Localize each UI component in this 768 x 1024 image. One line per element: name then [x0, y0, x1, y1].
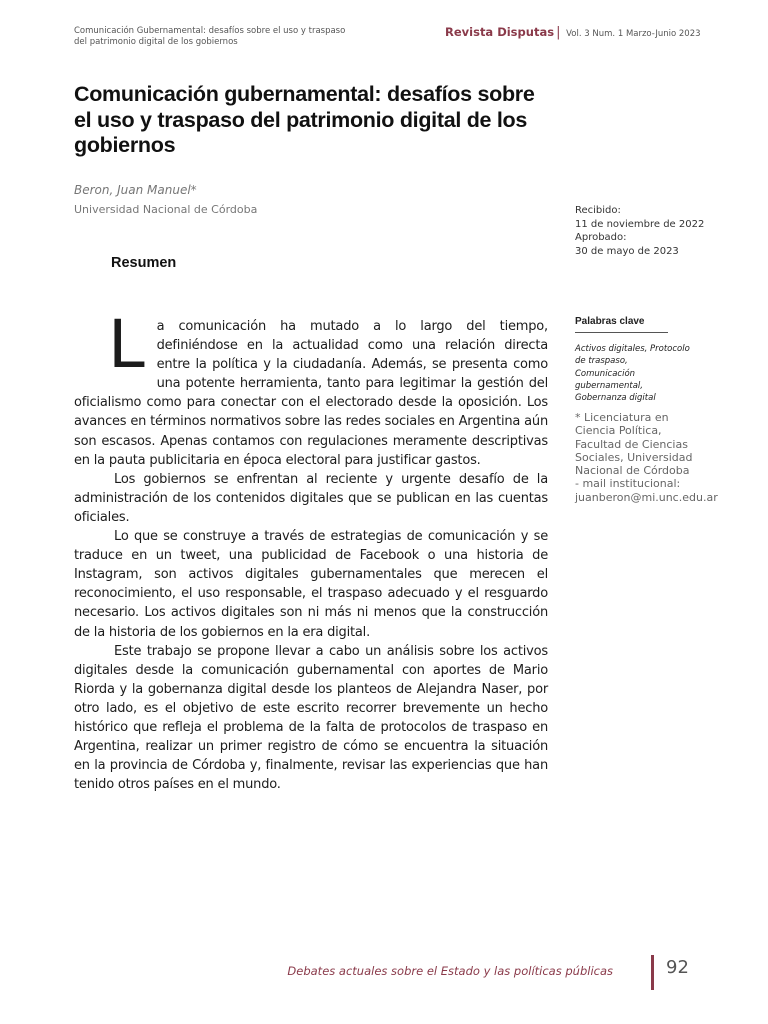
received-label: Recibido:	[575, 205, 621, 216]
author-footnote: * Licenciatura en Ciencia Política, Facultad de Ciencias Sociales, Universidad Nacional de Córdoba - mail institucional: juanberon@mi.unc.edu.ar	[575, 411, 718, 504]
footer-title: Debates actuales sobre el Estado y las políticas públicas	[287, 964, 613, 978]
abstract-heading: Resumen	[111, 255, 177, 271]
page-number: 92	[666, 957, 689, 978]
approved-label: Aprobado:	[575, 232, 627, 243]
author-name: Beron, Juan Manuel*	[74, 183, 197, 197]
journal-name: Revista Disputas	[445, 25, 555, 39]
abstract-paragraph-text: a comunicación ha mutado a lo largo del tiempo, definiéndose en la actualidad como una relación directa entre la política y la ciudadanía. Además, se presenta como una potente herramienta, tanto para legitimar la gestión del oficialismo como para conectar con el electorado desde la oposición. Los avances en términos normativos sobre las redes sociales en Argentina aún son escasos. Apenas contamos con regulaciones meramente descriptivas en la pauta publicitaria en época electoral para justificar gastos.	[74, 319, 548, 468]
footer-divider	[651, 955, 654, 990]
running-head: Comunicación Gubernamental: desafíos sobre el uso y traspaso del patrimonio digital de los gobiernos	[74, 26, 346, 47]
submission-dates	[575, 204, 704, 258]
author-affiliation: Universidad Nacional de Córdoba	[74, 203, 258, 216]
journal-volume: Vol. 3 Num. 1	[566, 29, 624, 39]
abstract-body	[74, 306, 548, 794]
journal-separator: |	[556, 25, 561, 40]
keywords-heading: Palabras clave	[575, 316, 645, 327]
article-title: Comunicación gubernamental: desafíos sobre el uso y traspaso del patrimonio digital de los gobiernos	[74, 82, 535, 157]
received-date: 11 de noviembre de 2022	[575, 218, 705, 230]
keywords-box	[575, 316, 690, 404]
approved-date: 30 de mayo de 2023	[575, 245, 679, 257]
drop-cap: L	[108, 306, 145, 383]
abstract-paragraph: Lo que se construye a través de estrategias de comunicación y se traduce en un tweet, una publicidad de Facebook o una historia de Instagram, son activos digitales gubernamentales que merecen el reconocimiento, el uso responsable, el traspaso adecuado y el resguardo necesario. Los activos digitales son ni más ni menos que la construcción de la historia de los gobiernos en la era digital.	[74, 529, 548, 640]
journal-header	[445, 25, 701, 40]
keywords-divider	[575, 332, 668, 333]
keywords-text: Activos digitales, Protocolo de traspaso, Comunicación gubernamental, Gobernanza digital	[575, 344, 690, 404]
abstract-paragraph	[74, 306, 548, 470]
journal-period: Marzo-Junio 2023	[625, 29, 701, 39]
abstract-paragraph: Este trabajo se propone llevar a cabo un análisis sobre los activos digitales desde la comunicación gubernamental con aportes de Mario Riorda y la gobernanza digital desde los planteos de Alejandra Naser, por otro lado, es el objetivo de este escrito recorrer brevemente un hecho histórico que refleja el problema de la falta de protocolos de traspaso en Argentina, realizar un primer registro de cómo se encuentra la situación en la provincia de Córdoba y, finalmente, revisar las experiencias que han tenido otros países en el mundo.	[74, 643, 548, 793]
abstract-paragraph: Los gobiernos se enfrentan al reciente y urgente desafío de la administración de los contenidos digitales que se publican en las cuentas oficiales.	[74, 471, 548, 525]
